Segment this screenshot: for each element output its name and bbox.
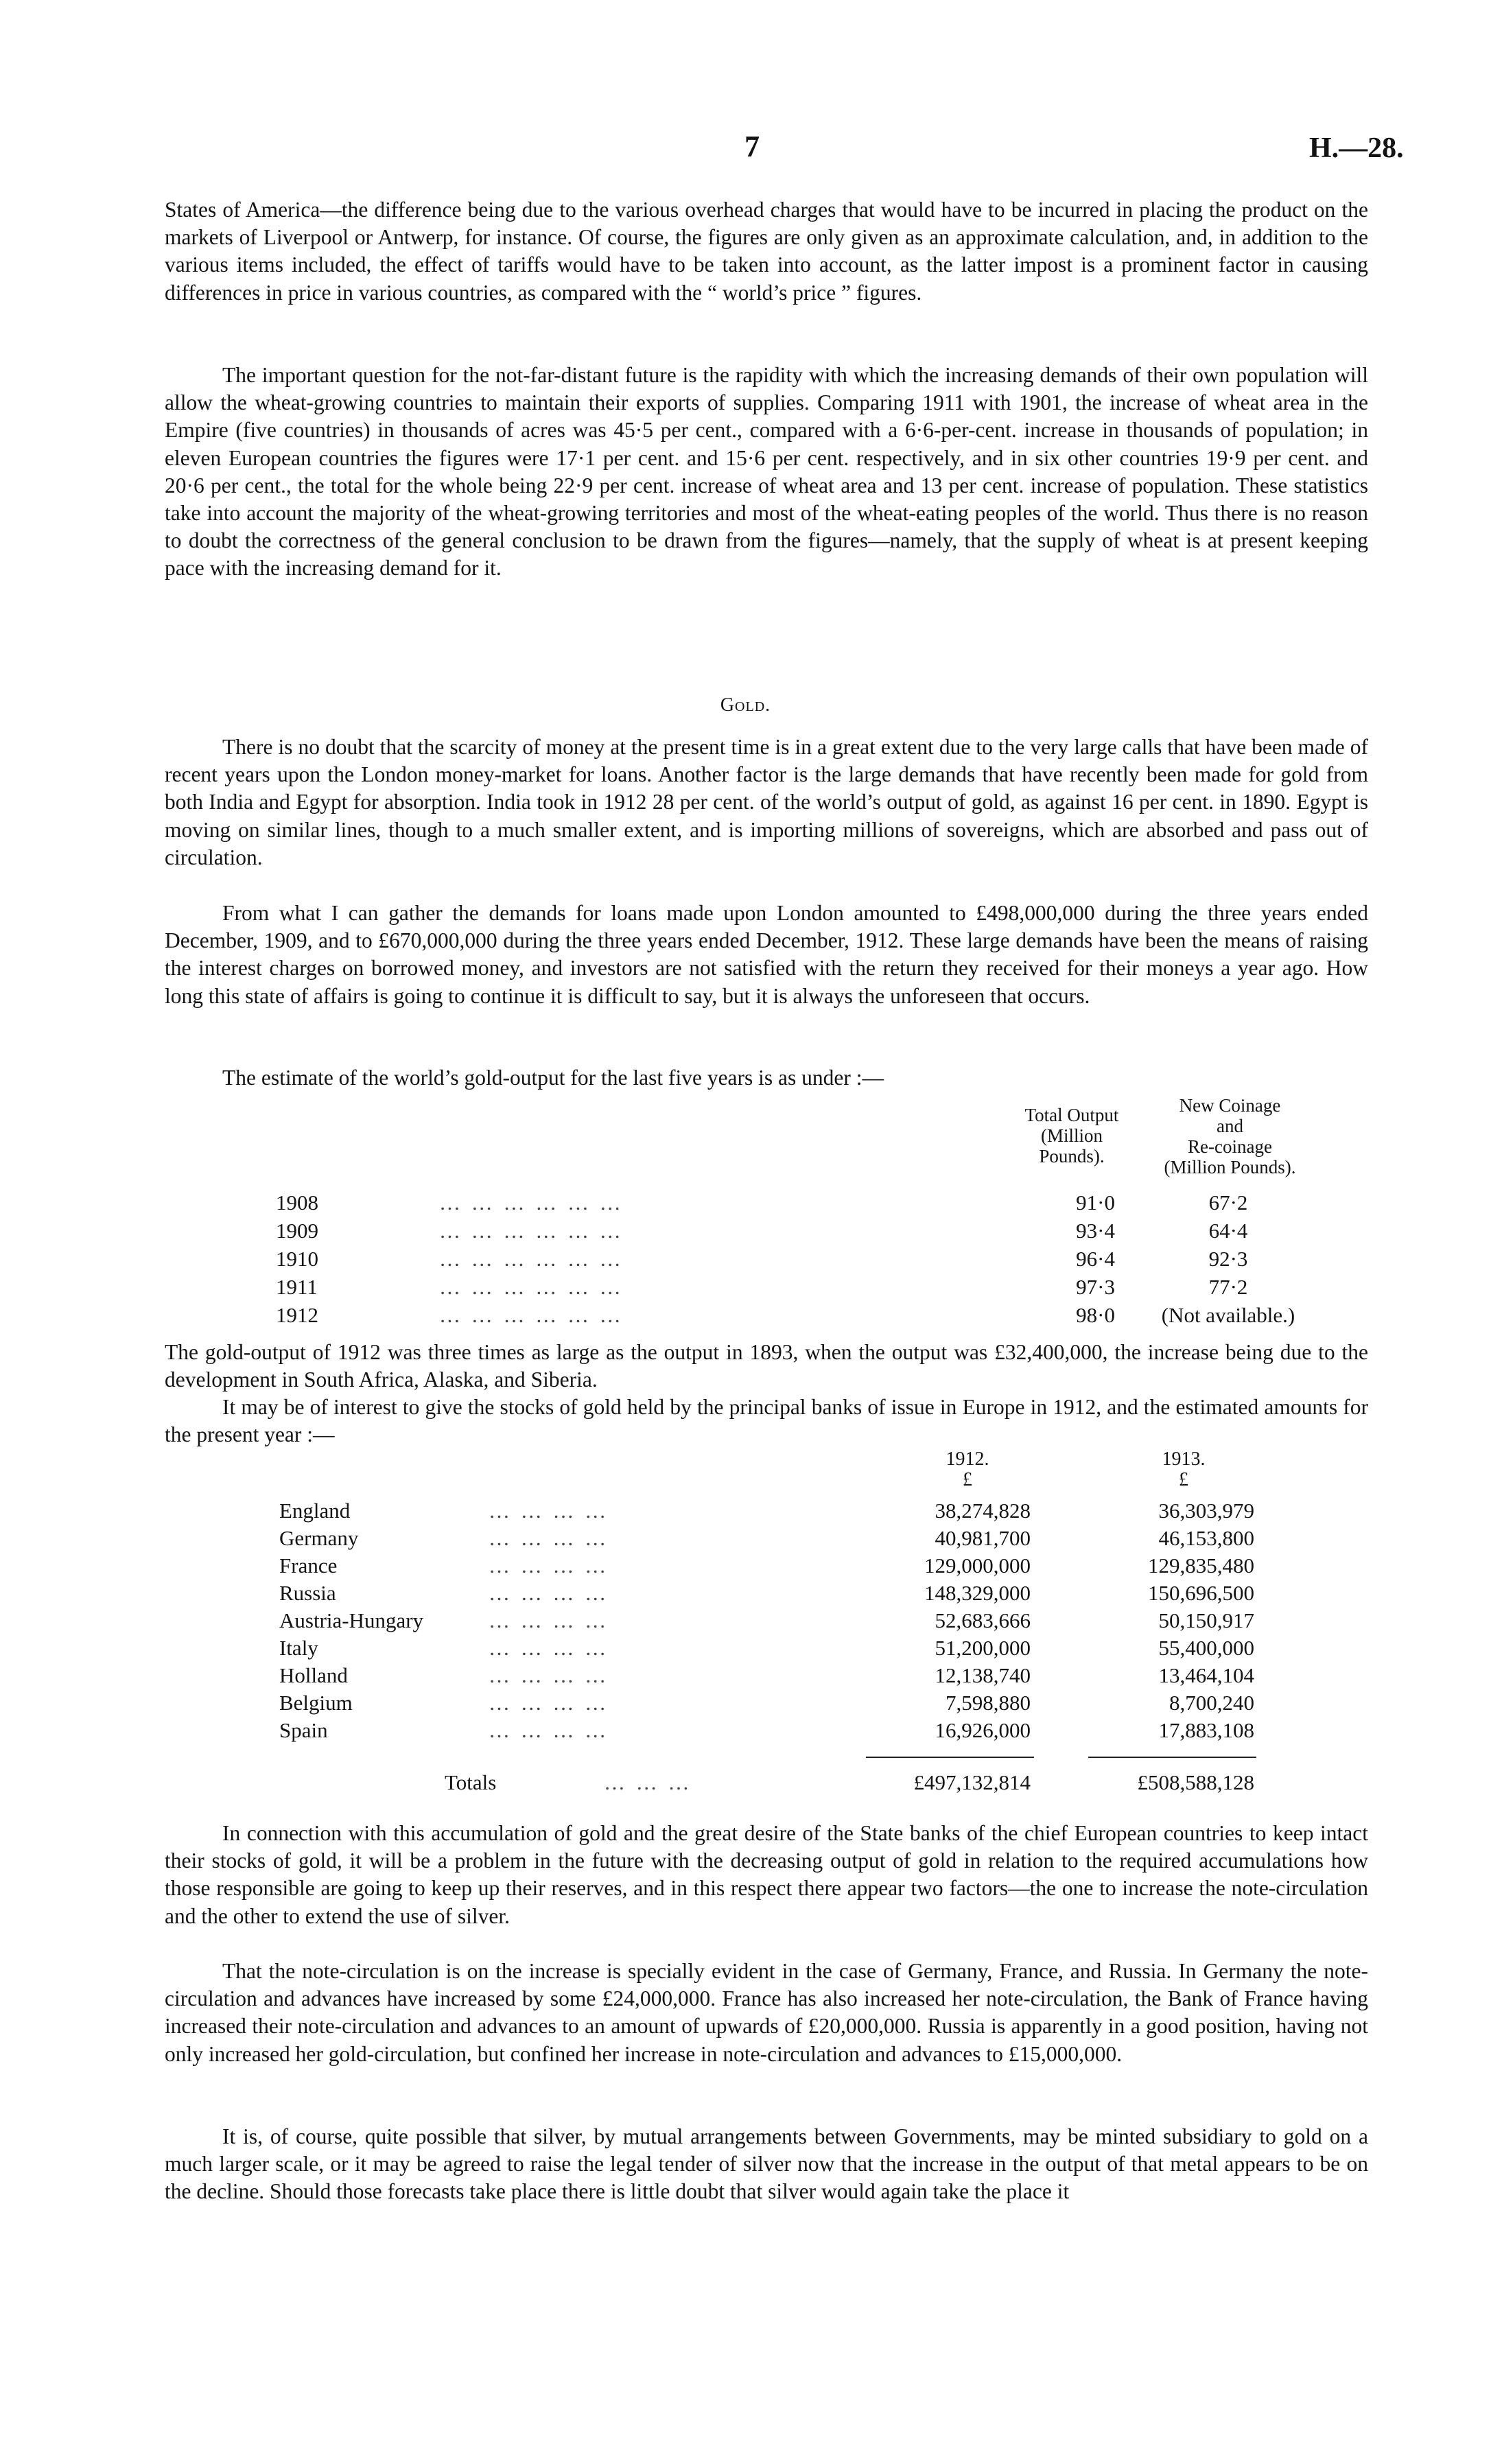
table-rule <box>866 1757 1034 1758</box>
bank-name-cell: England <box>279 1499 351 1523</box>
coinage-cell: 77·2 <box>1208 1275 1248 1299</box>
stock-1913-cell: 13,464,104 <box>1158 1663 1254 1687</box>
total-1912-cell: £497,132,814 <box>913 1770 1031 1794</box>
paragraph-wheat-demand: The important question for the not-far-distant future is the rapidity with which the increasing demands of their own population will allow the wheat-growing countries to maintain their exports of supplies. Comparing 1911 with 1901, the increase of wheat area in the Empire (five countries) in thousands of acres was 45·5 per cent., compared with a 6·6-per-cent. increase in thousands of population; in eleven European countries the figures were 17·1 per cent. and 15·6 per cent. respectively, and in six other countries 19·9 per cent. and 20·6 per cent., the total for the whole being 22·9 per cent. increase of wheat area and 13 per cent. increase of population. These statistics take into account the majority of the wheat-growing territories and most of the wheat-eating peoples of the world. Thus there is no reason to doubt the correctness of the general conclusion to be drawn from the figures—namely, that the supply of wheat is at present keeping pace with the increasing demand for it. <box>165 363 1368 580</box>
table-row <box>0 1691 1491 1718</box>
dot-leader: … … … … … … <box>439 1247 624 1271</box>
dot-leader: … … … … <box>489 1499 609 1523</box>
table-row <box>0 1190 1491 1219</box>
paragraph-silver: It is, of course, quite possible that silver, by mutual arrangements between Governments, may be minted subsidiary to gold on a much larger scale, or it may be agreed to raise the legal tender of silver now that the increase in the output of that metal appears to be on the decline. Should those forecasts take place there is little doubt that silver would again take the place it <box>165 2124 1368 2204</box>
stock-1912-cell: 129,000,000 <box>924 1553 1031 1577</box>
table-row <box>0 1247 1491 1276</box>
bank-name-cell: Italy <box>279 1636 318 1660</box>
stock-1913-cell: 8,700,240 <box>1169 1691 1254 1715</box>
coinage-cell: 64·4 <box>1208 1219 1248 1243</box>
table-row <box>0 1636 1491 1663</box>
year-cell: 1908 <box>276 1190 318 1215</box>
stock-1913-cell: 50,150,917 <box>1158 1608 1254 1632</box>
dot-leader: … … … … … … <box>439 1190 624 1215</box>
stock-1913-cell: 36,303,979 <box>1158 1499 1254 1523</box>
dot-leader: … … … <box>604 1770 692 1794</box>
column-header-new-coinage: New Coinage and Re-coinage (Million Pounds). <box>1164 1095 1296 1177</box>
table-rule <box>1088 1757 1256 1758</box>
stock-1913-cell: 55,400,000 <box>1158 1636 1254 1660</box>
total-output-cell: 91·0 <box>1076 1190 1115 1215</box>
year-cell: 1910 <box>276 1247 318 1271</box>
stock-1913-cell: 129,835,480 <box>1148 1553 1254 1577</box>
paragraph-gold-output-intro: The estimate of the world’s gold-output for the last five years is as under :— <box>222 1066 884 1090</box>
coinage-cell: 92·3 <box>1208 1247 1248 1271</box>
stock-1912-cell: 16,926,000 <box>935 1718 1031 1742</box>
stock-1913-cell: 46,153,800 <box>1158 1526 1254 1550</box>
table-row <box>0 1499 1491 1526</box>
paragraph-gold-accumulation: In connection with this accumulation of gold and the great desire of the State banks of the chief European countries to keep intact their stocks of gold, it will be a problem in the future with the decreasing output of gold in relation to the required accumulations how those responsible are going to keep up their reserves, and in this respect there appear two factors—the one to increase the note-circulation and the other to extend the use of silver. <box>165 1821 1368 1928</box>
paragraph-wheat-charges: States of America—the difference being due to the various overhead charges that would have to be incurred in placing the product on the markets of Liverpool or Antwerp, for instance. Of course, the figures are only given as an approximate calculation, and, in addition to the various items included, the effect of tariffs would have to be taken into account, as the latter impost is a prominent factor in causing differences in price in various countries, as compared with the “ world’s price ” figures. <box>165 198 1368 305</box>
column-header-1913: 1913. £ <box>1162 1448 1206 1490</box>
year-cell: 1911 <box>276 1275 318 1299</box>
dot-leader: … … … … <box>489 1663 609 1687</box>
dot-leader: … … … … <box>489 1718 609 1742</box>
column-header-total-output: Total Output (Million Pounds). <box>1024 1105 1119 1166</box>
bank-name-cell: Russia <box>279 1581 336 1605</box>
bank-name-cell: France <box>279 1553 338 1577</box>
coinage-cell: 67·2 <box>1208 1190 1248 1215</box>
document-reference: H.—28. <box>1309 132 1404 164</box>
stock-1912-cell: 51,200,000 <box>935 1636 1031 1660</box>
stock-1912-cell: 38,274,828 <box>935 1499 1031 1523</box>
table-row <box>0 1553 1491 1581</box>
table-row <box>0 1608 1491 1636</box>
stock-1912-cell: 148,329,000 <box>924 1581 1031 1605</box>
paragraph-note-circulation: That the note-circulation is on the increase is specially evident in the case of Germany, France, and Russia. In Germany the note-circulation and advances have increased by some £24,000,000. France has also increased her note-circulation, the Bank of France having increased their note-circulation and advances to an amount of upwards of £20,000,000. Russia is apparently in a good position, having not only increased her gold-circulation, but confined her increase in note-circulation and advances to £15,000,000. <box>165 1959 1368 2066</box>
bank-name-cell: Belgium <box>279 1691 353 1715</box>
table-row <box>0 1219 1491 1247</box>
stock-1912-cell: 7,598,880 <box>946 1691 1031 1715</box>
column-header-1912: 1912. £ <box>946 1448 989 1490</box>
table-row <box>0 1275 1491 1304</box>
total-output-cell: 98·0 <box>1076 1303 1115 1327</box>
stock-1913-cell: 150,696,500 <box>1148 1581 1254 1605</box>
stock-1912-cell: 52,683,666 <box>935 1608 1031 1632</box>
paragraph-london-loans: From what I can gather the demands for loans made upon London amounted to £498,000,000 during the three years ended December, 1909, and to £670,000,000 during the three years ended December, 1912. These large demands have been the means of raising the interest charges on borrowed money, and investors are not satisfied with the return they received for their moneys a year ago. How long this state of affairs is going to continue it is difficult to say, but it is always the unforeseen that occurs. <box>165 901 1368 1008</box>
year-cell: 1912 <box>276 1303 318 1327</box>
total-output-cell: 97·3 <box>1076 1275 1115 1299</box>
dot-leader: … … … … … … <box>439 1303 624 1327</box>
stock-1912-cell: 40,981,700 <box>935 1526 1031 1550</box>
page-number: 7 <box>744 130 760 163</box>
stock-1912-cell: 12,138,740 <box>935 1663 1031 1687</box>
paragraph-scarcity-of-money: There is no doubt that the scarcity of money at the present time is in a great extent due to the very large calls that have been made of recent years upon the London money-market for loans. Another factor is the large demands that have recently been made for gold from both India and Egypt for absorption. India took in 1912 28 per cent. of the world’s output of gold, as against 16 per cent. in 1890. Egypt is moving on similar lines, though to a much smaller extent, and is importing millions of sovereigns, which are absorbed and pass out of circulation. <box>165 735 1368 869</box>
dot-leader: … … … … … … <box>439 1219 624 1243</box>
dot-leader: … … … … <box>489 1691 609 1715</box>
total-output-cell: 96·4 <box>1076 1247 1115 1271</box>
bank-name-cell: Germany <box>279 1526 359 1550</box>
table-row <box>0 1303 1491 1332</box>
bank-name-cell: Austria-Hungary <box>279 1608 424 1632</box>
dot-leader: … … … … <box>489 1553 609 1577</box>
bank-name-cell: Holland <box>279 1663 348 1687</box>
paragraph-bank-stocks-intro: It may be of interest to give the stocks of gold held by the principal banks of issue in Europe in 1912, and the estimated amounts for the present year :— <box>165 1395 1368 1447</box>
table-row <box>0 1663 1491 1691</box>
year-cell: 1909 <box>276 1219 318 1243</box>
dot-leader: … … … … … … <box>439 1275 624 1299</box>
coinage-cell: (Not available.) <box>1161 1303 1295 1327</box>
totals-label: Totals <box>445 1770 497 1794</box>
total-1913-cell: £508,588,128 <box>1137 1770 1254 1794</box>
paragraph-gold-output-1893: The gold-output of 1912 was three times as large as the output in 1893, when the output was £32,400,000, the increase being due to the development in South Africa, Alaska, and Siberia. <box>165 1340 1368 1392</box>
dot-leader: … … … … <box>489 1636 609 1660</box>
dot-leader: … … … … <box>489 1526 609 1550</box>
section-heading-gold: Gold. <box>720 694 771 716</box>
bank-name-cell: Spain <box>279 1718 328 1742</box>
total-output-cell: 93·4 <box>1076 1219 1115 1243</box>
table-row <box>0 1581 1491 1608</box>
totals-row <box>0 1770 1491 1798</box>
stock-1913-cell: 17,883,108 <box>1158 1718 1254 1742</box>
dot-leader: … … … … <box>489 1608 609 1632</box>
table-row <box>0 1526 1491 1553</box>
table-row <box>0 1718 1491 1746</box>
dot-leader: … … … … <box>489 1581 609 1605</box>
